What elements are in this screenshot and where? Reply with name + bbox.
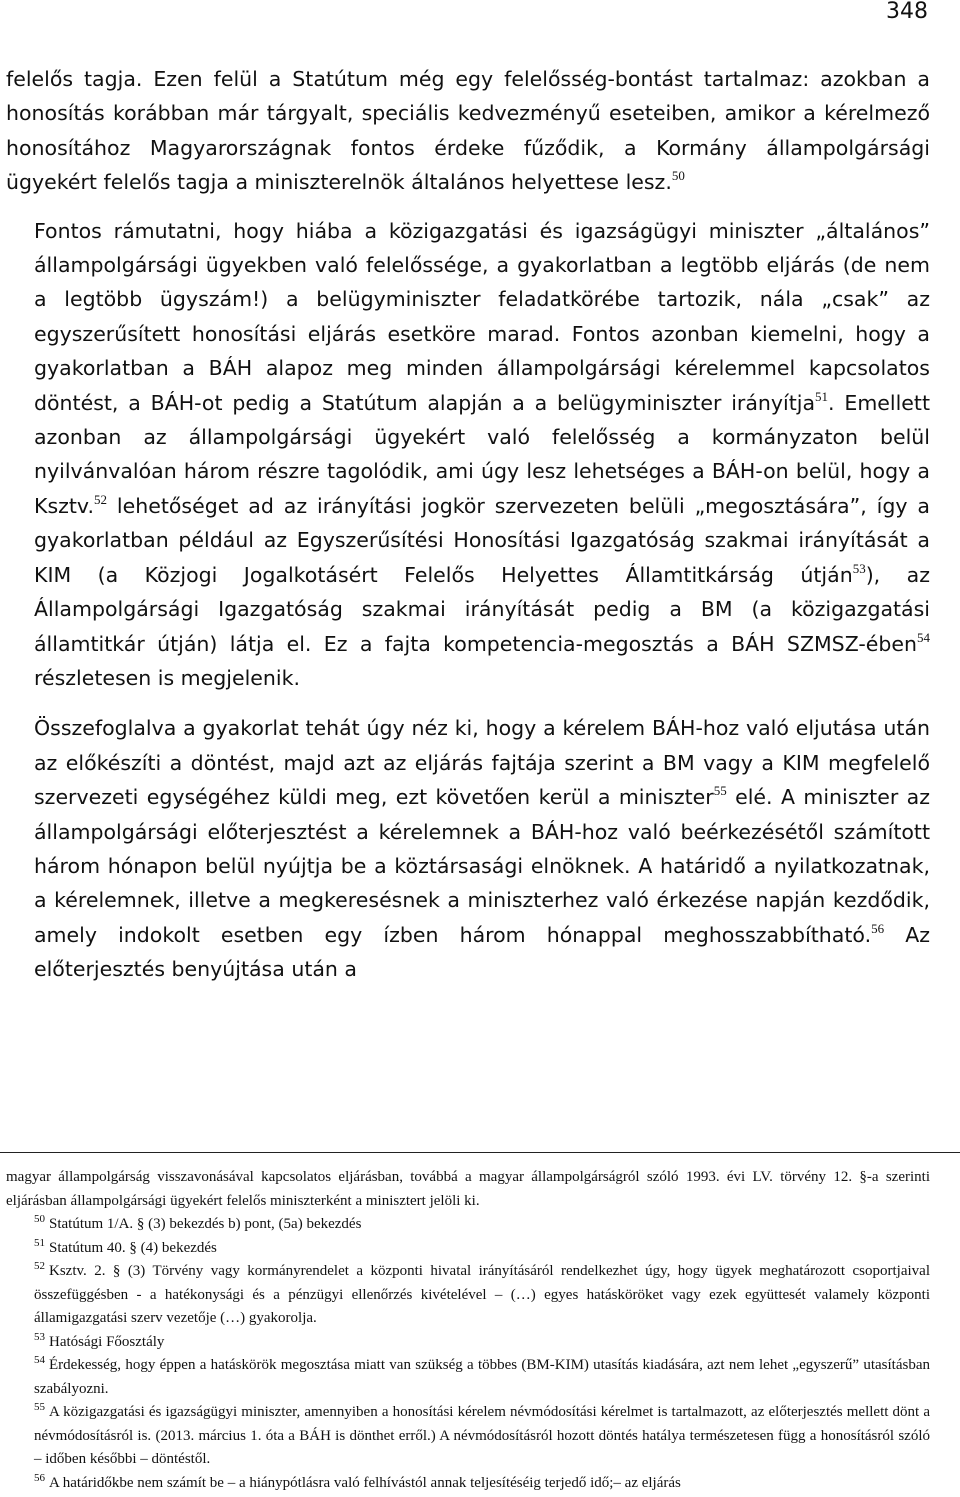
- footnote-53: [6, 1331, 930, 1355]
- footnote-text: Ksztv. 2. § (3) Törvény vagy kormányrendelet a központi hivatal irányításáról rendelkezhet úgy, hogy ügyek meghatározott csoportjaival összefüggésben - a hatékonysági és a pénzügyi ellenőrzés kivételével – (…) egyes hatásköröket vagy ezek együttesét valamely központi államigazgatási szerv vezetője (…) gyakorolja.: [34, 1263, 930, 1326]
- footnote-ref: 51: [815, 388, 829, 404]
- footnote-ref: 50: [671, 168, 685, 184]
- footnote-text: A közigazgatási és igazságügyi miniszter, amennyiben a honosítási kérelem névmódosítási kérelmet is tartalmazott, az előterjesztés mellett dönt a névmódosításról is. (2013. március 1. óta a BÁH is dönthet erről.) A névmódosításról hozott döntés hatálya természetesen függ a honosításról szóló – időben későbbi – döntéstől.: [34, 1404, 930, 1467]
- text-run: . Emellett azonban az állampolgársági ügyekért való felelősség a kormányzaton belül nyilvánvalóan három részre tagolódik, ami úgy lesz lehetséges a BÁH-on belül, hogy a Ksztv.: [34, 390, 930, 518]
- footnote-text: Érdekesség, hogy éppen a hatáskörök megosztása miatt van szükség a többes (BM-KIM) utasítás kiadására, azt nem lehet „egyszerű” utasításban szabályozni.: [34, 1357, 930, 1397]
- footnote-number: 54: [34, 1354, 45, 1366]
- footnote-text: A határidőkbe nem számít be – a hiánypótlásra való felhívástól annak teljesítéséig terjedő idő;– az eljárás: [49, 1474, 681, 1491]
- footnote-ref: 53: [852, 560, 866, 576]
- footnote-51: [6, 1237, 930, 1261]
- text-run: lehetőséget ad az irányítási jogkör szervezeten belüli „megosztására”, így a gyakorlatban például az Egyszerűsítési Honosítási Igazgatóság szakmai irányítását a KIM (a Közjogi Jogalkotásért Felelős Helyettes Államtitkárság útján: [34, 493, 930, 587]
- footnote-50: [6, 1213, 930, 1237]
- footnote-54: [6, 1354, 930, 1401]
- paragraph-1: [6, 62, 930, 200]
- body-text: [6, 62, 930, 987]
- footnote-number: 56: [34, 1471, 45, 1484]
- footnote-text: Statútum 40. § (4) bekezdés: [49, 1239, 217, 1256]
- footnote-text: Statútum 1/A. § (3) bekezdés b) pont, (5a) bekezdés: [49, 1216, 362, 1232]
- text-run: ), az Állampolgársági Igazgatóság szakmai irányítását pedig a BM (a közigazgatási államtitkár útján) látja el. Ez a fajta kompetencia-megosztás a BÁH SZMSZ-ében: [34, 562, 930, 656]
- footnote-52: [6, 1260, 930, 1331]
- footnote-ref: 54: [917, 629, 930, 645]
- footnote-number: 55: [34, 1401, 45, 1413]
- footnote-55: [6, 1401, 930, 1472]
- footnote-number: 50: [34, 1213, 45, 1225]
- footnote-text: magyar állampolgárság visszavonásával kapcsolatos eljárásban, továbbá a magyar állampolgárságról szóló 1993. évi LV. törvény 12. §-a szerinti eljárásban állampolgársági ügyekért felelős miniszterként a minisztert jelöli ki.: [6, 1169, 930, 1209]
- footnote-number: 53: [34, 1330, 45, 1343]
- text-run: részletesen is megjelenik.: [34, 665, 300, 690]
- footnote-continuation: [6, 1166, 930, 1213]
- footnote-56: [6, 1472, 930, 1496]
- text-run: felelős tagja. Ezen felül a Statútum még egy felelősség-bontást tartalmaz: azokban a honosítás korábban már tárgyalt, speciális kedvezményű eseteiben, amikor a kérelmező honosítához Magyarországnak fontos érdeke fűződik, a Kormány állampolgársági ügyekért felelős tagja a miniszterelnök általános helyettese lesz.: [6, 67, 930, 195]
- footnote-number: 51: [34, 1236, 45, 1249]
- page-number: 348: [886, 0, 928, 24]
- footnote-ref: 52: [93, 491, 107, 507]
- text-run: Fontos rámutatni, hogy hiába a közigazgatási és igazságügyi miniszter „általános” állampolgársági ügyekben való felelőssége, a gyakorlatban a legtöbb eljárás (de nem a legtöbb ügyszám!) a belügyminiszter feladatkörébe tartozik, nála „csak” az egyszerűsített honosítási eljárás esetköre marad. Fontos azonban kiemelni, hogy a gyakorlatban a BÁH alapoz meg minden állampolgársági kérelemmel kapcsolatos döntést, a BÁH-ot pedig a Statútum alapján a a belügyminiszter irányítja: [34, 218, 930, 415]
- footnote-separator: [0, 1152, 960, 1153]
- text-run: Összefoglalva a gyakorlat tehát úgy néz ki, hogy a kérelem BÁH-hoz való eljutása után az előkészíti a döntést, majd azt az eljárás fajtája szerint a BM vagy a KIM megfelelő szervezeti egységéhez küldi meg, ezt követően kerül a miniszter: [34, 716, 930, 810]
- paragraph-3: [6, 711, 930, 986]
- footnote-number: 52: [34, 1260, 45, 1272]
- footnotes: [6, 1166, 930, 1495]
- footnote-text: Hatósági Főosztály: [49, 1333, 165, 1350]
- paragraph-2: [6, 214, 930, 696]
- text-run: Az előterjesztés benyújtása után a: [34, 922, 930, 982]
- footnote-ref: 55: [713, 783, 727, 799]
- text-run: elé. A miniszter az állampolgársági előterjesztést a kérelemnek a BÁH-hoz való beérkezésétől számított három hónapon belül nyújtja be a köztársasági elnöknek. A határidő a nyilatkozatnak, a kérelemnek, illetve a megkeresésnek a miniszterhez való érkezése napján kezdődik, amely indokolt esetben egy ízben három hónappal meghosszabbítható.: [34, 785, 930, 947]
- footnote-ref: 56: [871, 920, 885, 936]
